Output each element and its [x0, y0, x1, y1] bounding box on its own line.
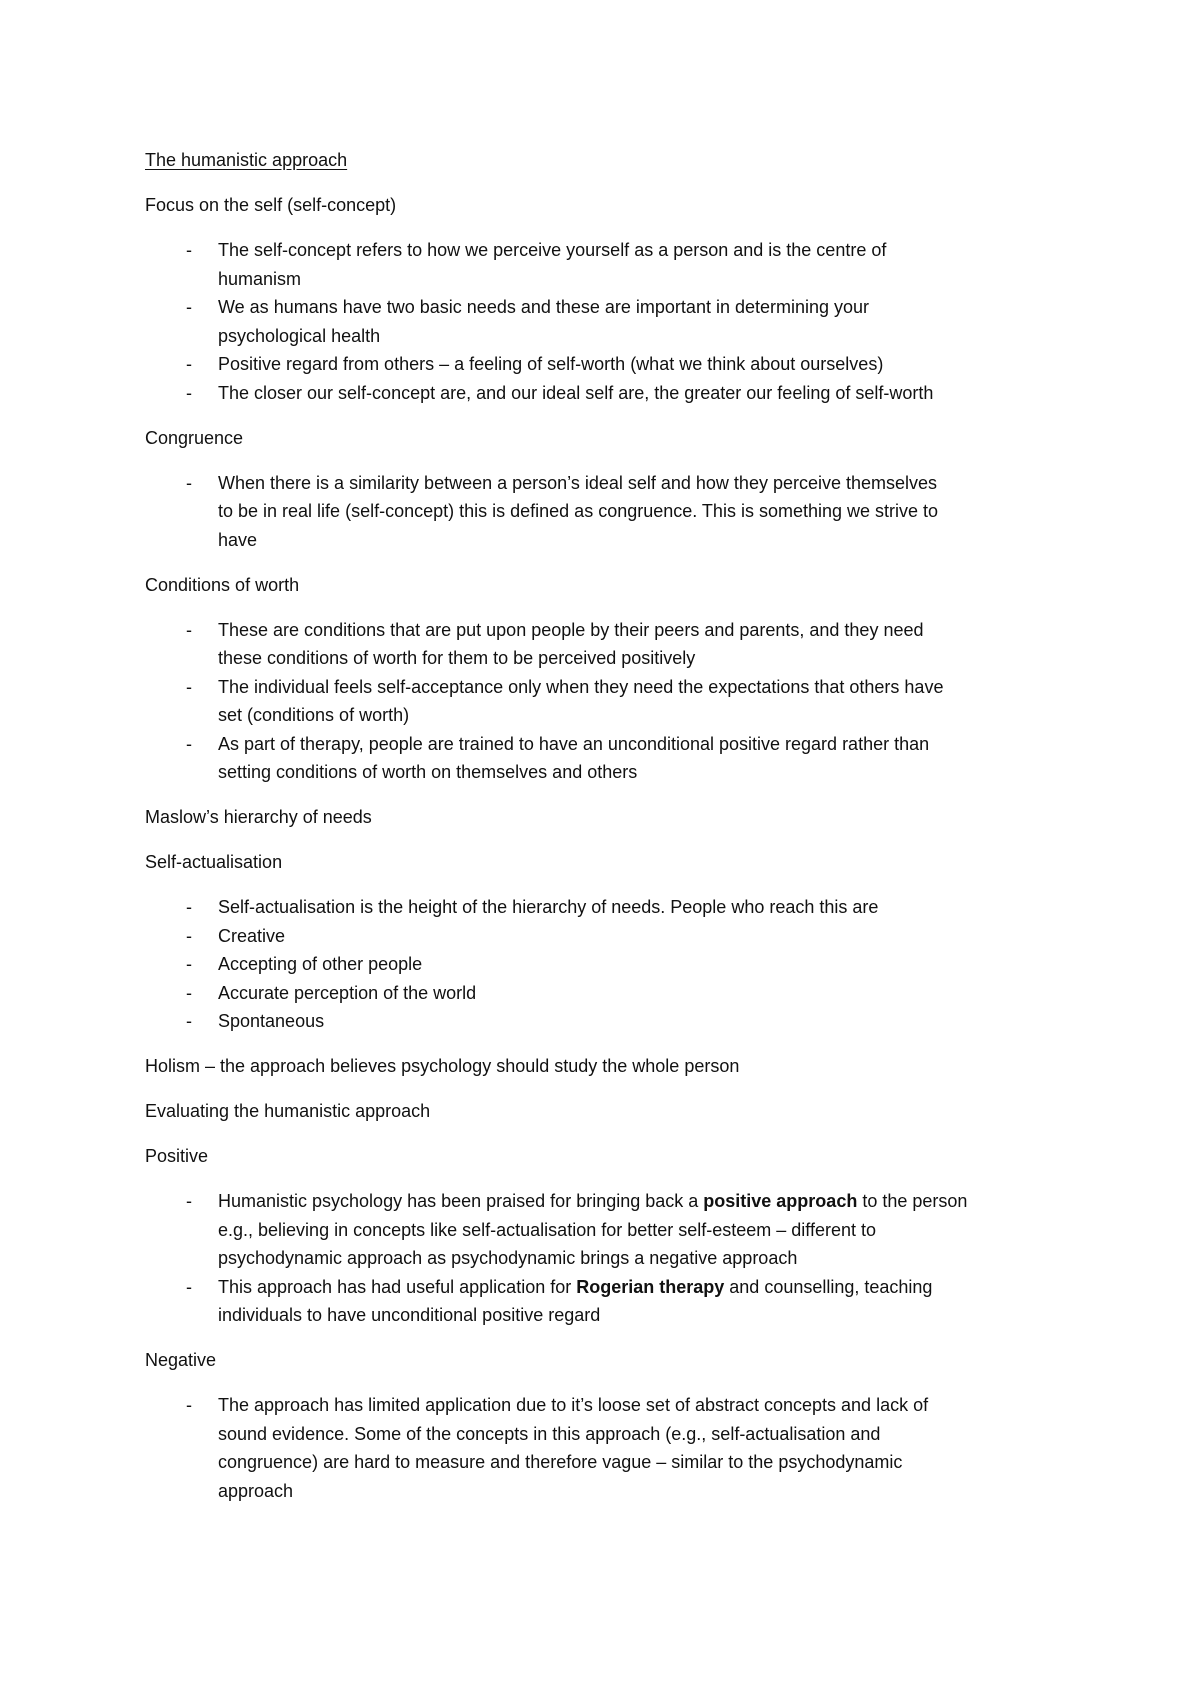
list-item-line: The approach has limited application due to it’s loose set of abstract concepts and lack of — [218, 1395, 929, 1415]
list-item-line: psychological health — [218, 325, 381, 346]
section-heading-positive: Positive — [145, 1146, 209, 1166]
text-run: Humanistic psychology has been praised for bringing back a — [218, 1191, 704, 1211]
list-item — [145, 616, 1065, 673]
list-item — [145, 379, 1065, 408]
section-heading-conditions: Conditions of worth — [145, 574, 300, 595]
list-item-line: set (conditions of worth) — [218, 705, 410, 725]
list-item — [145, 1273, 1065, 1330]
bullet-dash: - — [186, 240, 192, 260]
text-run: and counselling, teaching — [724, 1276, 933, 1297]
list-item-line: e.g., believing in concepts like self-actualisation for better self-esteem – different to — [218, 1219, 877, 1240]
list-item — [145, 1391, 1065, 1505]
list-item — [145, 979, 1065, 1008]
list-item — [145, 293, 1065, 350]
section-heading-self: Focus on the self (self-concept) — [145, 195, 397, 215]
list-item-line: Accurate perception of the world — [218, 982, 477, 1003]
bullet-dash: - — [186, 382, 192, 403]
list-item — [145, 1187, 1065, 1273]
list-item-line: approach — [218, 1480, 294, 1501]
document-title: The humanistic approach — [145, 150, 348, 170]
bullet-list-congruence — [145, 469, 1065, 555]
text-run: This approach has had useful application for — [218, 1276, 577, 1297]
bullet-list-conditions — [145, 616, 1065, 787]
list-item-line: sound evidence. Some of the concepts in this approach (e.g., self-actualisation and — [218, 1423, 881, 1444]
bullet-dash: - — [186, 925, 192, 946]
document-page — [145, 146, 1065, 1522]
bullet-dash: - — [186, 897, 192, 917]
list-item-line: these conditions of worth for them to be perceived positively — [218, 648, 696, 668]
list-item-line: As part of therapy, people are trained to have an unconditional positive regard rather than — [218, 733, 930, 754]
list-item-line: The closer our self-concept are, and our ideal self are, the greater our feeling of self-worth — [218, 382, 934, 403]
list-item — [145, 1007, 1065, 1036]
bullet-list-actualisation — [145, 893, 1065, 1036]
list-item — [145, 893, 1065, 922]
list-item-line — [218, 1187, 1065, 1216]
list-item-line: Self-actualisation is the height of the hierarchy of needs. People who reach this are — [218, 897, 879, 917]
list-item-line: to be in real life (self-concept) this is defined as congruence. This is something we strive to — [218, 501, 939, 521]
list-item — [145, 730, 1065, 787]
list-item-line: psychodynamic approach as psychodynamic brings a negative approach — [218, 1248, 798, 1268]
list-item-line: setting conditions of worth on themselves and others — [218, 762, 638, 782]
list-item — [145, 673, 1065, 730]
section-heading-negative: Negative — [145, 1350, 217, 1370]
list-item-line: These are conditions that are put upon people by their peers and parents, and they need — [218, 619, 924, 640]
list-item-line: Accepting of other people — [218, 954, 423, 974]
bullet-dash: - — [186, 354, 192, 374]
bullet-dash: - — [186, 297, 192, 317]
list-item-line: individuals to have unconditional positive regard — [218, 1305, 601, 1325]
list-item — [145, 922, 1065, 951]
list-item — [145, 469, 1065, 555]
list-item-line: Positive regard from others – a feeling of self-worth (what we think about ourselves) — [218, 354, 884, 374]
list-item — [145, 950, 1065, 979]
list-item-line: When there is a similarity between a person’s ideal self and how they perceive themselves — [218, 472, 938, 493]
bullet-dash: - — [186, 1276, 192, 1297]
section-heading-actualisation: Self-actualisation — [145, 852, 283, 872]
bullet-dash: - — [186, 676, 192, 697]
bullet-dash: - — [186, 954, 192, 974]
list-item-line: Creative — [218, 925, 286, 946]
list-item-line: The self-concept refers to how we perceive yourself as a person and is the centre of — [218, 240, 887, 260]
list-item-line: congruence) are hard to measure and therefore vague – similar to the psychodynamic — [218, 1452, 903, 1472]
bullet-list-negative — [145, 1391, 1065, 1505]
bullet-dash: - — [186, 619, 192, 640]
list-item-line: Spontaneous — [218, 1011, 325, 1031]
list-item-line: have — [218, 529, 258, 550]
list-item-line: We as humans have two basic needs and these are important in determining your — [218, 297, 870, 317]
list-item-line: The individual feels self-acceptance only when they need the expectations that others have — [218, 676, 944, 697]
list-item-line — [218, 1273, 1065, 1302]
bullet-dash: - — [186, 472, 192, 493]
bullet-dash: - — [186, 1395, 192, 1415]
bullet-list-positive — [145, 1187, 1065, 1330]
bullet-dash: - — [186, 1191, 192, 1211]
holism-paragraph: Holism – the approach believes psychology should study the whole person — [145, 1056, 740, 1076]
bold-term-rogerian-therapy: Rogerian therapy — [576, 1276, 725, 1297]
bullet-dash: - — [186, 1011, 192, 1031]
bullet-dash: - — [186, 733, 192, 754]
list-item-line: humanism — [218, 268, 302, 289]
section-heading-congruence: Congruence — [145, 427, 244, 448]
list-item — [145, 236, 1065, 293]
text-run: to the person — [857, 1191, 968, 1211]
bullet-list-self — [145, 236, 1065, 407]
section-heading-evaluating: Evaluating the humanistic approach — [145, 1101, 431, 1121]
section-heading-maslow: Maslow’s hierarchy of needs — [145, 807, 372, 827]
bullet-dash: - — [186, 982, 192, 1003]
list-item — [145, 350, 1065, 379]
bold-term-positive-approach: positive approach — [703, 1191, 858, 1211]
